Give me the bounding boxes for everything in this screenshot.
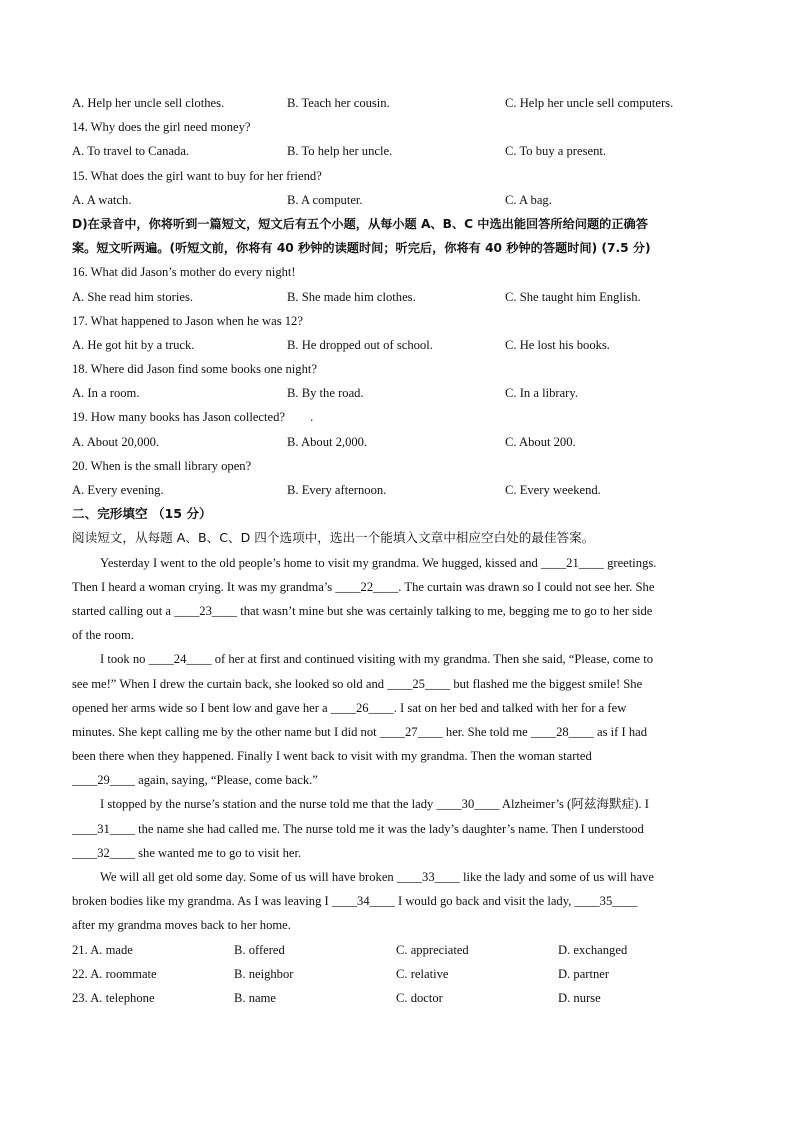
- cloze-paragraph-1: [72, 551, 724, 648]
- q15-question: 15. What does the girl want to buy for her friend?: [72, 168, 322, 183]
- option-c: C. A bag.: [505, 192, 552, 207]
- option-b: B. Every afternoon.: [287, 483, 387, 497]
- option-d: D. nurse: [558, 990, 601, 1005]
- paragraph-line: opened her arms wide so I bent low and gave her a ____26____. I sat on her bed and talked with her for a few: [72, 700, 627, 715]
- option-a: A. A watch.: [72, 192, 132, 207]
- option-c: C. He lost his books.: [505, 337, 610, 352]
- option-b: B. offered: [234, 942, 285, 957]
- option-c: C. About 200.: [505, 434, 576, 449]
- q13-options: [72, 91, 724, 115]
- cloze-paragraph-3: [72, 792, 724, 865]
- cloze-paragraph-4: [72, 865, 724, 938]
- q14-options: [72, 139, 724, 163]
- paragraph-line: of the room.: [72, 628, 134, 643]
- option-a: 22. A. roommate: [72, 966, 157, 981]
- paragraph-line: see me!” When I drew the curtain back, she looked so old and ____25____ but flashed me the biggest smile! She: [72, 676, 643, 691]
- section-d-instruction-1: D)在录音中，你将听到一篇短文，短文后有五个小题，从每小题 A、B、C 中选出能回答所给问题的正确答: [72, 216, 648, 231]
- option-b: B. Teach her cousin.: [287, 96, 390, 110]
- option-c: C. In a library.: [505, 386, 578, 401]
- option-a: A. To travel to Canada.: [72, 144, 190, 159]
- q16-options: [72, 285, 724, 309]
- cloze-q22-options: [72, 962, 724, 986]
- paragraph-line: started calling out a ____23____ that wasn’t mine but she was certainly talking to me, begging me to go to her side: [72, 603, 653, 618]
- q17-question: 17. What happened to Jason when he was 12?: [72, 313, 303, 328]
- cloze-q21-options: [72, 938, 724, 962]
- q16-question: 16. What did Jason’s mother do every night!: [72, 265, 296, 280]
- paragraph-line: I took no ____24____ of her at first and continued visiting with my grandma. Then she said, “Please, come to: [100, 652, 654, 667]
- option-a: A. In a room.: [72, 386, 140, 401]
- paragraph-line: I stopped by the nurse’s station and the nurse told me that the lady ____30____ Alzheimer’s (阿兹海默症). I: [100, 797, 649, 812]
- q18-question: 18. Where did Jason find some books one night?: [72, 362, 317, 377]
- option-c: C. relative: [396, 966, 449, 981]
- option-c: C. appreciated: [396, 942, 469, 957]
- option-d: D. exchanged: [558, 942, 628, 957]
- option-a: A. Help her uncle sell clothes.: [72, 96, 225, 110]
- option-b: B. By the road.: [287, 386, 364, 401]
- paragraph-line: We will all get old some day. Some of us will have broken ____33____ like the lady and some of us will have: [100, 870, 654, 884]
- option-b: B. About 2,000.: [287, 434, 368, 449]
- paragraph-line: been there when they happened. Finally I went back to visit with my grandma. Then the woman started: [72, 749, 592, 764]
- paragraph-line: after my grandma moves back to her home.: [72, 918, 291, 933]
- q19-options: [72, 430, 724, 454]
- paragraph-line: broken bodies like my grandma. As I was leaving I ____34____ I would go back and visit the lady, ____35____: [72, 894, 638, 909]
- q20-options: [72, 478, 724, 502]
- option-d: D. partner: [558, 966, 610, 981]
- q20-question: 20. When is the small library open?: [72, 458, 252, 473]
- option-a: A. She read him stories.: [72, 289, 194, 304]
- paragraph-line: ____32____ she wanted me to go to visit her.: [72, 845, 302, 860]
- option-b: B. He dropped out of school.: [287, 337, 433, 352]
- option-b: B. To help her uncle.: [287, 144, 393, 159]
- q18-options: [72, 381, 724, 405]
- paragraph-line: Then I heard a woman crying. It was my grandma’s ____22____. The curtain was drawn so I could not see her. She: [72, 579, 655, 594]
- paragraph-line: Yesterday I went to the old people’s home to visit my grandma. We hugged, kissed and ____21____ greetings.: [100, 555, 657, 570]
- q19-question: 19. How many books has Jason collected? .: [72, 410, 314, 425]
- paragraph-line: ____31____ the name she had called me. The nurse told me it was the lady’s daughter’s name. Then I understood: [72, 821, 644, 836]
- option-a: 21. A. made: [72, 942, 133, 957]
- option-a: A. About 20,000.: [72, 434, 160, 449]
- option-a: 23. A. telephone: [72, 990, 155, 1005]
- option-a: A. He got hit by a truck.: [72, 337, 195, 352]
- option-b: B. neighbor: [234, 966, 294, 981]
- paragraph-line: minutes. She kept calling me by the other name but I did not ____27____ her. She told me ____28____ as if I had: [72, 724, 648, 739]
- option-c: C. Every weekend.: [505, 483, 601, 497]
- cloze-paragraph-2: [72, 647, 724, 792]
- option-c: C. To buy a present.: [505, 144, 607, 159]
- q14-question: 14. Why does the girl need money?: [72, 120, 251, 135]
- q17-options: [72, 333, 724, 357]
- option-a: A. Every evening.: [72, 483, 164, 497]
- paragraph-line: ____29____ again, saying, “Please, come back.”: [72, 773, 318, 788]
- option-c: C. doctor: [396, 990, 443, 1005]
- section-d-instruction-2: 案。短文听两遍。(听短文前，你将有 40 秒钟的读题时间；听完后，你将有 40 秒钟的答题时间) (7.5 分): [72, 241, 651, 256]
- q15-options: [72, 188, 724, 212]
- cloze-section-title: 二、完形填空 （15 分）: [72, 506, 212, 522]
- option-c: C. Help her uncle sell computers.: [505, 96, 674, 110]
- cloze-q23-options: [72, 986, 724, 1010]
- exam-page: [72, 91, 724, 1010]
- cloze-instruction: 阅读短文，从每题 A、B、C、D 四个选项中，选出一个能填入文章中相应空白处的最佳答案。: [72, 530, 595, 546]
- option-b: B. A computer.: [287, 192, 363, 207]
- option-b: B. name: [234, 990, 276, 1005]
- option-b: B. She made him clothes.: [287, 289, 416, 304]
- option-c: C. She taught him English.: [505, 289, 641, 304]
